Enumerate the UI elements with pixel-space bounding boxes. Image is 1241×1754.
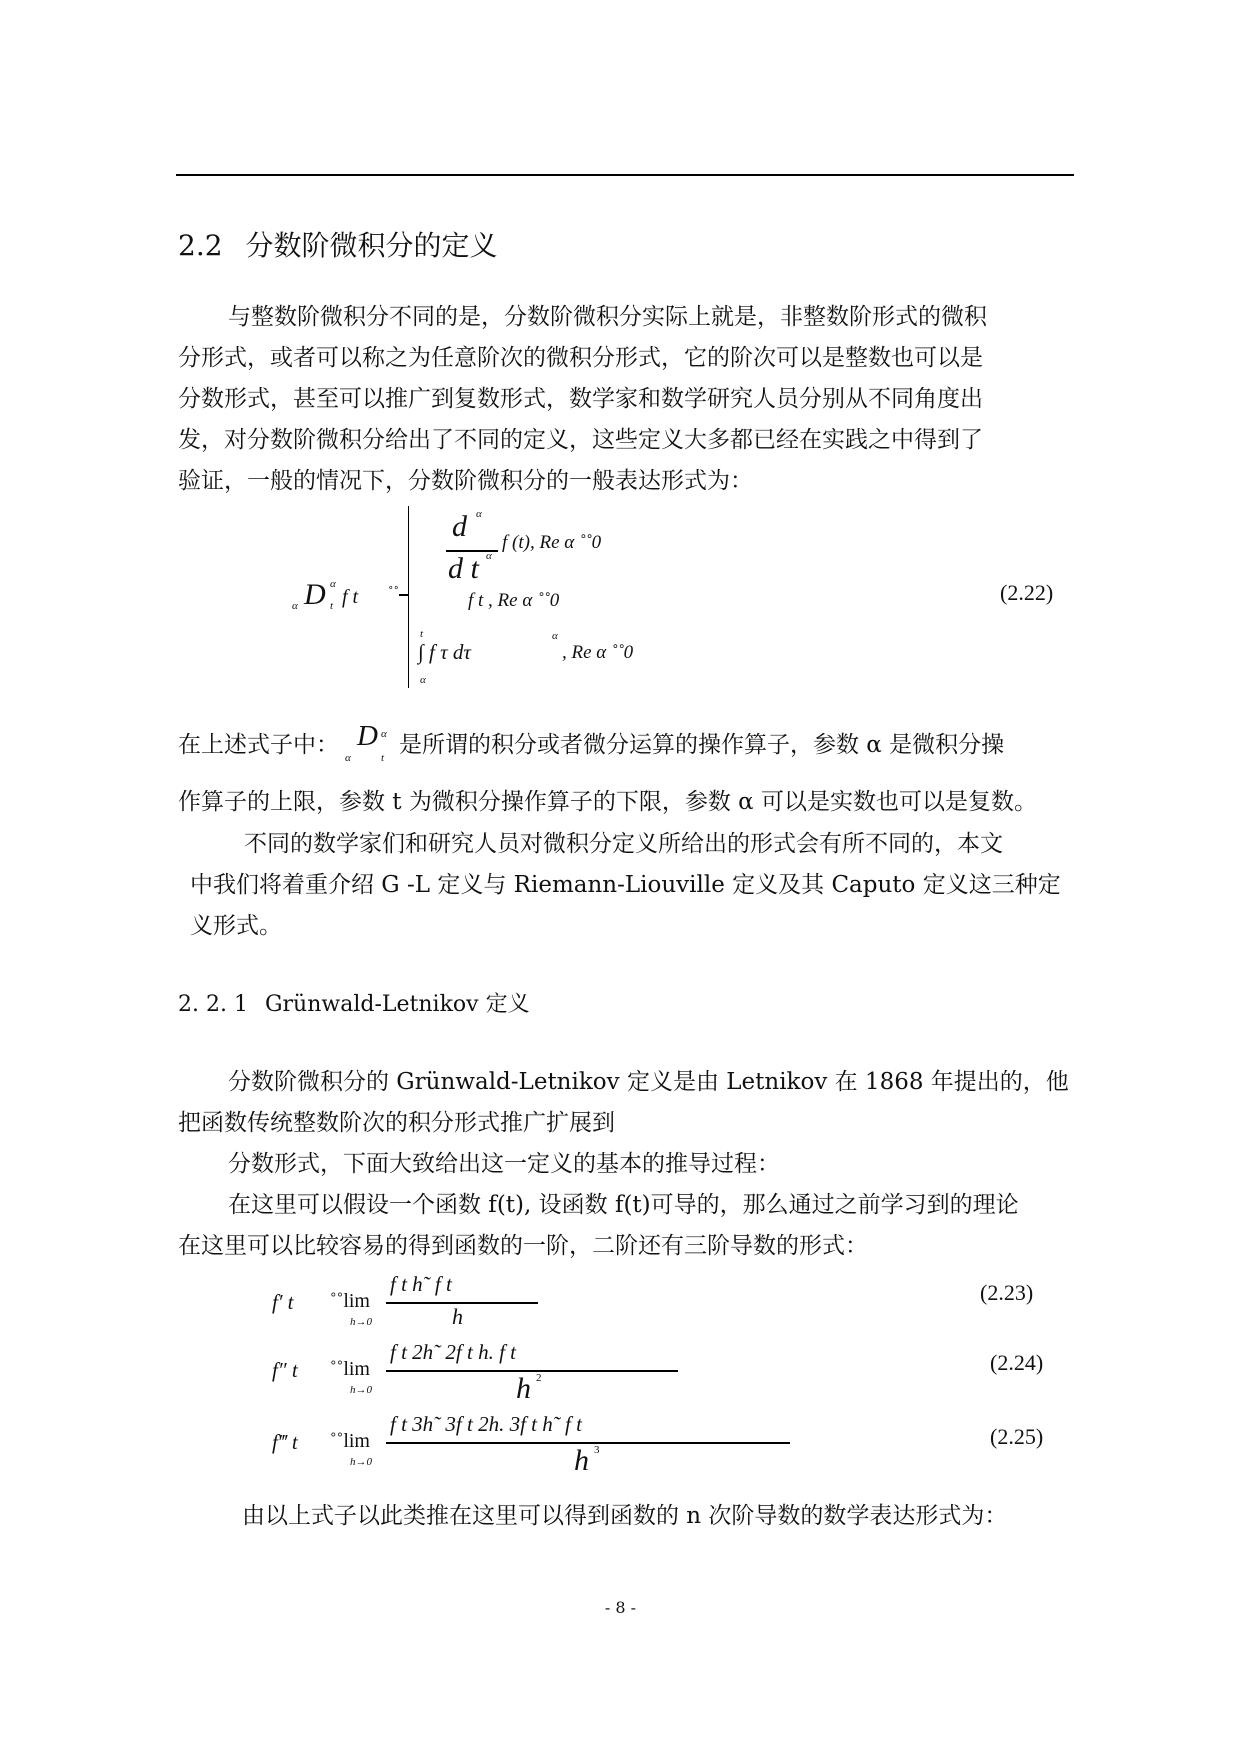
intro-line-3: 分数形式，甚至可以推广到复数形式，数学家和数学研究人员分别从不同角度出 bbox=[178, 386, 983, 412]
eq225-lhs: f‴ t bbox=[272, 1430, 298, 1454]
eq222-lhs-sup: α bbox=[330, 578, 336, 590]
after222-line-1 bbox=[178, 722, 1004, 764]
after222-line1-pre: 在上述式子中： bbox=[178, 732, 339, 758]
op-sub-t: t bbox=[381, 752, 385, 764]
eq225-den: h bbox=[574, 1444, 589, 1477]
subsection-heading bbox=[178, 987, 530, 1018]
eq222-case3-lower: α bbox=[420, 674, 426, 686]
eq222-case1-den-sup: α bbox=[486, 550, 492, 562]
eq222-lhs-eq: ˚˚ bbox=[388, 586, 399, 599]
header-rule bbox=[176, 174, 1074, 176]
intro-line-4: 发，对分数阶微积分给出了不同的定义，这些定义大多都已经在实践之中得到了 bbox=[178, 427, 983, 453]
section-number: 2.2 bbox=[178, 229, 223, 262]
eq224-fraction-bar bbox=[386, 1370, 678, 1372]
section-title: 分数阶微积分的定义 bbox=[245, 229, 498, 262]
gl-line-5: 在这里可以比较容易的得到函数的一阶，二阶还有三阶导数的形式： bbox=[178, 1233, 868, 1259]
eq224-lim: ˚˚lim bbox=[330, 1358, 370, 1380]
eq222-case1-num: d bbox=[452, 510, 467, 543]
eq222-lhs-rest: f t bbox=[342, 586, 359, 608]
after222-line1-post: 是所谓的积分或者微分运算的操作算子，参数 α 是微积分操 bbox=[399, 732, 1005, 758]
intro-line-5: 验证，一般的情况下，分数阶微积分的一般表达形式为： bbox=[178, 468, 753, 494]
op-D: D bbox=[357, 720, 378, 752]
intro-line-2: 分形式，或者可以称之为任意阶次的微积分形式，它的阶次可以是整数也可以是 bbox=[178, 345, 983, 371]
eq222-case2: f t , Re α ˚˚0 bbox=[468, 590, 560, 611]
eq222-case1-rest: f (t), Re α ˚˚0 bbox=[502, 532, 602, 553]
op-sup: α bbox=[381, 728, 387, 740]
eq222-case3-sup: α bbox=[552, 630, 558, 642]
eq225-den-sup: 3 bbox=[594, 1444, 600, 1456]
gl-line-4: 在这里可以假设一个函数 f(t), 设函数 f(t)可导的，那么通过之前学习到的理论 bbox=[228, 1192, 1019, 1218]
subsection-title: Grünwald-Letnikov 定义 bbox=[264, 992, 530, 1017]
op-sub-a: α bbox=[345, 752, 351, 764]
operator-symbol bbox=[339, 720, 399, 764]
eq224-den: h bbox=[516, 1372, 531, 1405]
eq224-number: (2.24) bbox=[990, 1350, 1044, 1375]
eq223-limsub: h→0 bbox=[350, 1316, 372, 1328]
eq223-number: (2.23) bbox=[980, 1280, 1034, 1305]
gl-line-2: 把函数传统整数阶次的积分形式推广扩展到 bbox=[178, 1110, 615, 1136]
eq224-lhs: f″ t bbox=[272, 1358, 298, 1382]
after222-para2-line-1: 不同的数学家们和研究人员对微积分定义所给出的形式会有所不同的，本文 bbox=[244, 831, 1003, 857]
eq222-case1-num-sup: α bbox=[476, 508, 482, 520]
after222-para2-line-3: 义形式。 bbox=[190, 913, 282, 939]
eq223-num: f t h˜ f t bbox=[390, 1272, 452, 1296]
eq222-case3-rest: , Re α ˚˚0 bbox=[562, 642, 634, 663]
after222-para2-line-2: 中我们将着重介绍 G -L 定义与 Riemann-Liouville 定义及其 Caputo 定义这三种定 bbox=[190, 872, 1061, 898]
eq222-case3-upper: t bbox=[420, 628, 424, 640]
eq222-case1-den: d t bbox=[448, 552, 479, 585]
after222-line-2: 作算子的上限，参数 t 为微积分操作算子的下限，参数 α 可以是实数也可以是复数。 bbox=[178, 789, 1038, 815]
gl-line-1: 分数阶微积分的 Grünwald-Letnikov 定义是由 Letnikov 在 1868 年提出的，他 bbox=[228, 1069, 1069, 1095]
eq225-limsub: h→0 bbox=[350, 1456, 372, 1468]
eq222-case3-body: ∫ f τ dτ bbox=[418, 640, 471, 664]
eq222-lhs-D: D bbox=[304, 578, 326, 611]
closing-line: 由以上式子以此类推在这里可以得到函数的 n 次阶导数的数学表达形式为： bbox=[242, 1503, 1008, 1529]
eq224-limsub: h→0 bbox=[350, 1384, 372, 1396]
eq224-num: f t 2h˜ 2f t h. f t bbox=[390, 1340, 516, 1364]
intro-line-1: 与整数阶微积分不同的是，分数阶微积分实际上就是，非整数阶形式的微积 bbox=[228, 304, 987, 330]
eq222-lhs-sub-t: t bbox=[330, 600, 334, 612]
eq222-number: (2.22) bbox=[1000, 580, 1054, 605]
eq225-num: f t 3h˜ 3f t 2h. 3f t h˜ f t bbox=[390, 1412, 582, 1436]
eq223-lhs: f′ t bbox=[272, 1290, 294, 1314]
gl-line-3: 分数形式，下面大致给出这一定义的基本的推导过程： bbox=[228, 1151, 780, 1177]
eq224-den-sup: 2 bbox=[536, 1372, 542, 1384]
eq223-lim: ˚˚lim bbox=[330, 1290, 370, 1312]
eq222-lhs-sub-a: α bbox=[292, 600, 298, 612]
eq223-den: h bbox=[452, 1304, 463, 1329]
eq225-lim: ˚˚lim bbox=[330, 1430, 370, 1452]
eq225-number: (2.25) bbox=[990, 1424, 1044, 1449]
subsection-number: 2. 2. 1 bbox=[178, 992, 248, 1017]
section-heading bbox=[178, 224, 497, 264]
page-number: - 8 - bbox=[604, 1598, 637, 1617]
